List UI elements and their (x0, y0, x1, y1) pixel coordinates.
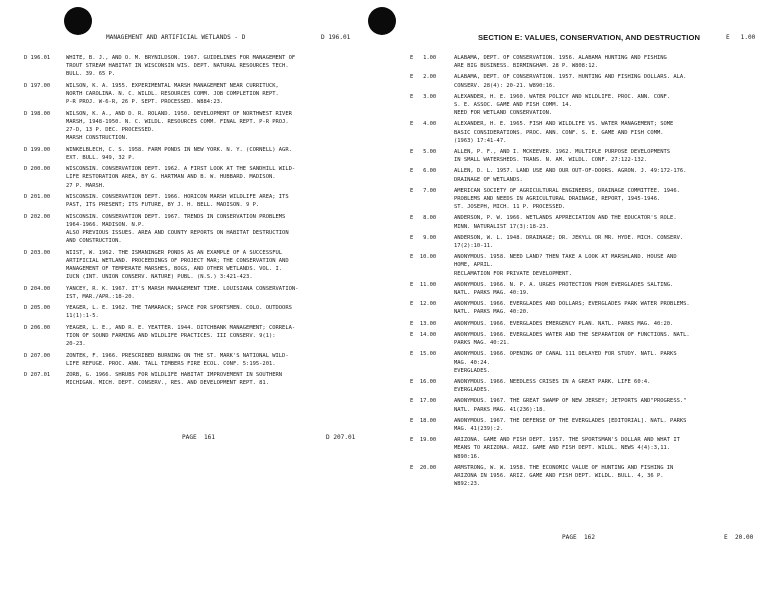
entry-text: ALABAMA, DEPT. OF CONSERVATION. 1956. ALABAMA HUNTING AND FISHING ARE BIG BUSINESS. BIRMINGHAM. 28 P. W808:12. (454, 55, 667, 70)
list-item (410, 73, 777, 89)
list-item (410, 120, 777, 145)
left-entry-list (24, 54, 374, 391)
left-footer-code: D 207.01 (326, 434, 356, 441)
list-item (24, 324, 374, 349)
list-item (24, 110, 374, 143)
list-item (24, 193, 374, 209)
left-footer-page: PAGE 161 (182, 434, 216, 441)
entry-text: WILSON, K. A. 1955. EXPERIMENTAL MARSH MANAGEMENT NEAR CURRITUCK, NORTH CAROLINA. N. C. WILDL. RESOURCES COMM. JOB COMPLETION REPT. P-R PROJ. W-6-R, 26 P. SEPT. PROCESSED. W884:23. (66, 82, 279, 106)
entry-text: ANDERSON, P. W. 1966. WETLANDS APPRECIATION AND THE EDUCATOR'S ROLE. MINN. NATURALIST 17(3):18-23. (454, 215, 677, 230)
entry-code: D 207.01 (24, 372, 51, 379)
entry-code: D 202.00 (24, 213, 51, 220)
entry-text: ANDERSON, W. L. 1948. DRAINAGE; DR. JEKYLL OR MR. HYDE. MICH. CONSERV. 17(2):10-11. (454, 234, 684, 250)
entry-text: ALLEN, P. F., AND I. MCKEEVER. 1962. MULTIPLE PURPOSE DEVELOPMENTS IN SMALL WATERSHEDS. TRANS. N. AM. WILDL. CONF. 27:122-132. (454, 149, 671, 164)
entry-text: ANONYMOUS. 1967. THE GREAT SWAMP OF NEW JERSEY; JETPORTS AND"PROGRESS." NATL. PARKS MAG. 41(236):18. (454, 398, 687, 413)
list-item (410, 331, 777, 347)
entry-code: D 199.00 (24, 146, 51, 153)
list-item (24, 213, 374, 246)
entry-text: WISCONSIN. CONSERVATION DEPT. 1967. TRENDS IN CONSERVATION PROBLEMS 1964-1966. MADISON. N.P. ALSO PREVIOUS ISSUES. AREA AND COUNTY REPORTS ON HABITAT DESTRUCTION AND CONSTRUCTION. (66, 213, 289, 245)
entry-code: E 1.00 (410, 55, 437, 61)
list-item (24, 304, 374, 320)
entry-text: ANONYMOUS. 1958. NEED LAND? THEN TAKE A LOOK AT MARSHLAND. HOUSE AND HOME, APRIL. RECLAMATION FOR PRIVATE DEVELOPMENT. (454, 254, 677, 277)
list-item (410, 167, 777, 183)
entry-code: E 11.00 (410, 281, 437, 288)
entry-text: ARMSTRONG, W. W. 1958. THE ECONOMIC VALUE OF HUNTING AND FISHING IN ARIZONA IN 1956. ARIZ. GAME AND FISH DEPT. WILDL. BULL. 4, 36 P. W892:23. (454, 464, 674, 488)
list-item (410, 464, 777, 489)
entry-text: WILSON, K. A., AND D. R. ROLAND. 1950. DEVELOPMENT OF NORTHWEST RIVER MARSH, 1948-1950. N. C. WILDL. RESOURCES COMM. FINAL REPT. P-R PROJ. 27-D, 13 P. DEC. PROCESSED. MARSH CONSTRUCTION. (66, 110, 292, 142)
list-item (410, 281, 777, 297)
entry-text: WHITE, B. J., AND O. M. BRYNILDSON. 1967. GUIDELINES FOR MANAGEMENT OF TROUT STREAM HABITAT IN WISCONSIN WIS. DEPT. NATURAL RESOURCES TECH. BULL. 39. 65 P. (66, 55, 296, 78)
list-item (410, 397, 777, 413)
entry-text: WIIST, W. 1962. THE ISMANINGER PONDS AS AN EXAMPLE OF A SUCCESSFUL ARTIFICIAL WETLAND. PROCEEDINGS OF PROJECT MAR; THE CONSERVATION AND MANAGEMENT OF TEMPERATE MARSHES, BOGS, AND OTHER WETLANDS. VOL. I. IUCN (INT. UNION CONSERV. NATURE) PUBL. (N.S.) 3:421-423. (66, 249, 289, 281)
entry-code: D 198.00 (24, 110, 51, 117)
entry-text: ANONYMOUS. 1966. NEEDLESS CRISES IN A GREAT PARK. LIFE 60:4. EVERGLADES. (454, 378, 651, 394)
entry-code: E 18.00 (410, 417, 437, 424)
list-item (410, 378, 777, 394)
entry-code: E 9.00 (410, 234, 437, 241)
left-header-code: D 196.01 (321, 34, 351, 41)
entry-code: E 16.00 (410, 378, 437, 385)
list-item (410, 187, 777, 212)
list-item (24, 352, 374, 368)
left-header-title: MANAGEMENT AND ARTIFICIAL WETLANDS - D (106, 34, 246, 41)
entry-code: D 205.00 (24, 305, 51, 312)
entry-code: E 5.00 (410, 149, 437, 156)
entry-text: AMERICAN SOCIETY OF AGRICULTURAL ENGINEERS, DRAINAGE COMMITTEE. 1946. PROBLEMS AND NEEDS IN AGRICULTURAL DRAINAGE, REPORT, 1945-1946. ST. JOSEPH, MICH. 11 P. PROCESSED. (454, 187, 680, 211)
list-item (410, 436, 777, 461)
right-header-title: SECTION E: VALUES, CONSERVATION, AND DESTRUCTION (478, 33, 701, 42)
entry-code: D 204.00 (24, 285, 51, 292)
entry-code: E 3.00 (410, 93, 437, 100)
entry-text: ALEXANDER, H. E. 1960. WATER POLICY AND WILDLIFE. PROC. ANN. CONF. S. E. ASSOC. GAME AND FISH COMM. 14. NEED FOR WETLAND CONSERVATION. (454, 93, 671, 117)
entry-code: E 10.00 (410, 254, 437, 261)
entry-text: ZORB, G. 1966. SHRUBS FOR WILDLIFE HABITAT IMPROVEMENT IN SOUTHERN MICHIGAN. MICH. DEPT. CONSERV., RES. AND DEVELOPMENT REPT. 81. (66, 372, 283, 387)
entry-code: D 203.00 (24, 249, 51, 256)
list-item (410, 350, 777, 375)
list-item (410, 148, 777, 164)
list-item (24, 371, 374, 387)
entry-code: E 4.00 (410, 121, 437, 128)
entry-code: D 207.00 (24, 352, 51, 359)
entry-code: E 7.00 (410, 187, 437, 194)
entry-text: ALLEN, D. L. 1957. LAND USE AND OUR OUT-OF-DOORS. AGRON. J. 49:172-176. DRAINAGE OF WETLANDS. (454, 168, 687, 183)
entry-code: D 200.00 (24, 166, 51, 173)
entry-text: ANONYMOUS. 1966. EVERGLADES WATER AND THE SEPARATION OF FUNCTIONS. NATL. PARKS MAG. 40:21. (454, 331, 690, 347)
entry-text: ANONYMOUS. 1966. N. P. A. URGES PROTECTION FROM EVERGLADES SALTING. NATL. PARKS MAG. 40:19. (454, 281, 674, 297)
list-item (24, 165, 374, 190)
entry-text: ARIZONA. GAME AND FISH DEPT. 1957. THE SPORTSMAN'S DOLLAR AND WHAT IT MEANS TO ARIZONA. ARIZ. GAME AND FISH DEPT. WILDL. NEWS 4(4):3,11. W890:16. (454, 437, 680, 460)
entry-code: E 17.00 (410, 398, 437, 405)
entry-code: E 19.00 (410, 437, 437, 444)
list-item (410, 234, 777, 250)
list-item (410, 253, 777, 278)
punch-hole-icon (368, 7, 396, 35)
list-item (410, 320, 777, 328)
entry-code: E 8.00 (410, 215, 437, 222)
entry-text: ALABAMA, DEPT. OF CONSERVATION. 1957. HUNTING AND FISHING DOLLARS. ALA. CONSERV. 28(4): 20-21. W890:16. (454, 74, 687, 89)
right-footer-code: E 20.00 (724, 534, 754, 541)
list-item (24, 249, 374, 282)
list-item (410, 54, 777, 70)
punch-hole-icon (64, 7, 92, 35)
list-item (24, 54, 374, 79)
left-page (0, 0, 380, 600)
right-footer-page: PAGE 162 (562, 534, 596, 541)
entry-text: WINKELBLECH, C. S. 1958. FARM PONDS IN NEW YORK. N. Y. (CORNELL) AGR. EXT. BULL. 949, 32 P. (66, 146, 292, 161)
entry-text: WISCONSIN. CONSERVATION DEPT. 1966. HORICON MARSH WILDLIFE AREA; ITS PAST, ITS PRESENT; ITS FUTURE, BY J. H. BELL. MADISON. 9 P. (66, 193, 289, 209)
right-header-code: E 1.00 (726, 34, 756, 41)
right-page (398, 0, 779, 600)
list-item (410, 214, 777, 230)
list-item (24, 285, 374, 301)
entry-code: E 2.00 (410, 74, 437, 81)
entry-text: ANONYMOUS. 1966. EVERGLADES AND DOLLARS; EVERGLADES PARK WATER PROBLEMS. NATL. PARKS MAG. 40:20. (454, 301, 690, 316)
entry-text: ANONYMOUS. 1966. EVERGLADES EMERGENCY PLAN. NATL. PARKS MAG. 40:20. (454, 320, 674, 327)
entry-code: E 6.00 (410, 168, 437, 175)
entry-code: E 13.00 (410, 320, 437, 327)
entry-code: E 14.00 (410, 331, 437, 338)
entry-code: D 196.01 (24, 55, 51, 61)
entry-text: WISCONSIN. CONSERVATION DEPT. 1962. A FIRST LOOK AT THE SANDHILL WILD- LIFE RESTORATION AREA, BY G. HARTMAN AND B. W. HUBBARD. MADISON. 27 P. MARSH. (66, 166, 296, 189)
list-item (24, 146, 374, 162)
right-entry-list (410, 54, 777, 491)
entry-code: D 197.00 (24, 82, 51, 89)
entry-code: E 15.00 (410, 351, 437, 358)
entry-text: YEAGER, L. E., AND R. E. YEATTER. 1944. DITCHBANK MANAGEMENT; CORRELA- TION OF SOUND FARMING AND WILDLIFE PRACTICES. III CONSERV. 9(1): 20-23. (66, 324, 296, 348)
entry-code: D 206.00 (24, 324, 51, 331)
list-item (410, 417, 777, 433)
entry-code: E 20.00 (410, 464, 437, 471)
list-item (410, 93, 777, 118)
entry-code: E 12.00 (410, 301, 437, 308)
entry-text: ZONTEK, F. 1966. PRESCRIBED BURNING ON THE ST. MARK'S NATIONAL WILD- LIFE REFUGE. PROC. ANN. TALL TIMBERS FIRE ECOL. CONF. 5:195-201. (66, 352, 289, 367)
entry-text: ANONYMOUS. 1967. THE DEFENSE OF THE EVERGLADES [EDITORIAL]. NATL. PARKS MAG. 41(239):2. (454, 417, 687, 432)
entry-text: YEAGER, L. E. 1962. THE TAMARACK; SPACE FOR SPORTSMEN. COLO. OUTDOORS 11(1):1-5. (66, 305, 292, 320)
entry-code: D 201.00 (24, 193, 51, 200)
list-item (24, 82, 374, 107)
entry-text: ANONYMOUS. 1966. OPENING OF CANAL 111 DELAYED FOR STUDY. NATL. PARKS MAG. 40:24. EVERGLADES. (454, 351, 677, 374)
entry-text: YANCEY, R. K. 1967. IT'S MARSH MANAGEMENT TIME. LOUISIANA CONSERVATION- IST, MAR./APR.:18-20. (66, 285, 299, 300)
entry-text: ALEXANDER, H. E. 1965. FISH AND WILDLIFE VS. WATER MANAGEMENT; SOME BASIC CONSIDERATIONS. PROC. ANN. CONF. S. E. GAME AND FISH COMM. (1963) 17:41-47. (454, 121, 674, 144)
list-item (410, 300, 777, 316)
